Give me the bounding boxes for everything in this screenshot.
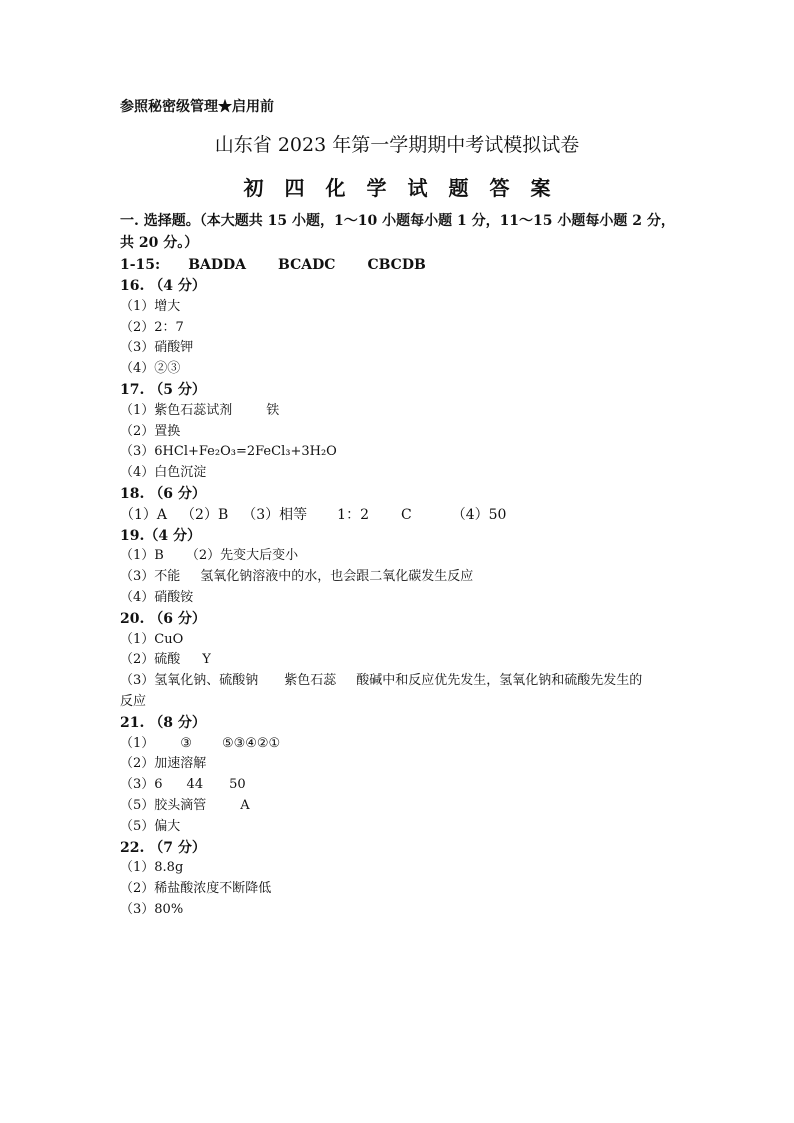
q21-answer-1-part2: ③ bbox=[180, 735, 192, 751]
q20-answer-3-part3: 酸碱中和反应优先发生，氢氧化钠和硫酸先发生的 bbox=[356, 673, 643, 689]
section1-heading: 一. 选择题。（本大题共 15 小题，1～10 小题每小题 1 分，11～15 小题每小题 2 分，共 20 分。） bbox=[120, 213, 675, 251]
q18-answers bbox=[120, 505, 680, 526]
answer-content bbox=[120, 210, 680, 921]
q16-answer-3: （3）硝酸钾 bbox=[120, 340, 194, 356]
q21-answer-1-part3: ⑤③④②① bbox=[221, 735, 281, 751]
q19-answer-4: （4）硝酸铵 bbox=[120, 589, 194, 605]
q17-answer-1-part2: 铁 bbox=[266, 402, 280, 418]
exam-title: 山东省 2023 年第一学期期中考试模拟试卷 bbox=[214, 134, 580, 156]
q16-heading: 16. （4 分） bbox=[120, 278, 206, 294]
q19-answer-3-part2: 氢氧化钠溶液中的水，也会跟二氧化碳发生反应 bbox=[200, 569, 474, 585]
mc-group-3: CBCDB bbox=[367, 257, 426, 273]
q18-part-3: （3）相等 bbox=[242, 506, 308, 523]
q20-answer-3-continued: 反应 bbox=[120, 693, 147, 709]
q21-answer-4 bbox=[120, 796, 680, 817]
q21-answer-4-part1: （5）胶头滴管 bbox=[120, 797, 207, 813]
q17-answer-3: （3）6HCl+Fe₂O₃=2FeCl₃+3H₂O bbox=[120, 444, 337, 460]
q20-answer-3-part1: （3）氢氧化钠、硫酸钠 bbox=[120, 673, 259, 689]
q22-answer-1: （1）8.8g bbox=[120, 860, 184, 876]
q18-part-4: 1：2 bbox=[337, 506, 369, 523]
q20-answer-2-part2: Y bbox=[202, 652, 211, 668]
q17-answer-2: （2）置换 bbox=[120, 423, 181, 439]
q20-answer-1: （1）CuO bbox=[120, 631, 184, 647]
mc-group-2: BCADC bbox=[278, 257, 336, 273]
q16-answer-2: （2）2：7 bbox=[120, 319, 184, 335]
mc-range-label: 1-15: bbox=[120, 257, 161, 273]
mc-group-1: BADDA bbox=[188, 257, 247, 273]
q22-answer-3: （3）80% bbox=[120, 901, 184, 917]
q22-heading: 22. （7 分） bbox=[120, 839, 206, 856]
q21-answer-3-part3: 50 bbox=[229, 777, 246, 793]
q21-heading: 21. （8 分） bbox=[120, 714, 206, 731]
q17-heading: 17. （5 分） bbox=[120, 381, 206, 398]
q19-answer-1 bbox=[120, 546, 680, 567]
q21-answer-1 bbox=[120, 734, 680, 755]
q18-heading: 18. （6 分） bbox=[120, 485, 206, 502]
q20-answer-3 bbox=[120, 671, 680, 692]
q20-answer-2 bbox=[120, 650, 680, 671]
q22-answer-2: （2）稀盐酸浓度不断降低 bbox=[120, 881, 272, 897]
q21-answer-3 bbox=[120, 775, 680, 796]
q19-answer-3-part1: （3）不能 bbox=[120, 569, 181, 585]
q21-answer-5: （5）偏大 bbox=[120, 818, 181, 834]
q20-answer-2-part1: （2）硫酸 bbox=[120, 652, 181, 668]
q20-answer-3-part2: 紫色石蕊 bbox=[284, 673, 337, 689]
q19-heading: 19.（4 分） bbox=[120, 527, 201, 544]
q17-answer-1 bbox=[120, 401, 680, 422]
mc-answers-row bbox=[120, 255, 680, 276]
q20-heading: 20. （6 分） bbox=[120, 610, 206, 627]
q21-answer-4-part2: A bbox=[240, 797, 250, 813]
q17-answer-4: （4）白色沉淀 bbox=[120, 465, 207, 481]
q21-answer-1-part1: （1） bbox=[120, 735, 155, 751]
q19-answer-3 bbox=[120, 567, 680, 588]
q19-answer-1-part2: （2）先变大后变小 bbox=[185, 548, 299, 564]
q18-part-1: （1）A bbox=[120, 506, 168, 523]
q16-answer-4: （4）②③ bbox=[120, 361, 181, 377]
confidentiality-label: 参照秘密级管理★启用前 bbox=[120, 99, 274, 115]
q21-answer-2: （2）加速溶解 bbox=[120, 756, 207, 772]
q18-part-6: （4）50 bbox=[451, 506, 507, 523]
q21-answer-3-part1: （3）6 bbox=[120, 777, 163, 793]
q16-answer-1: （1）增大 bbox=[120, 298, 181, 314]
q18-part-5: C bbox=[400, 506, 412, 523]
q21-answer-3-part2: 44 bbox=[186, 777, 204, 793]
q18-part-2: （2）B bbox=[181, 506, 229, 523]
answer-key-title: 初四化学试题答案 bbox=[243, 176, 572, 200]
q19-answer-1-part1: （1）B bbox=[120, 548, 164, 564]
q17-answer-1-part1: （1）紫色石蕊试剂 bbox=[120, 402, 233, 418]
